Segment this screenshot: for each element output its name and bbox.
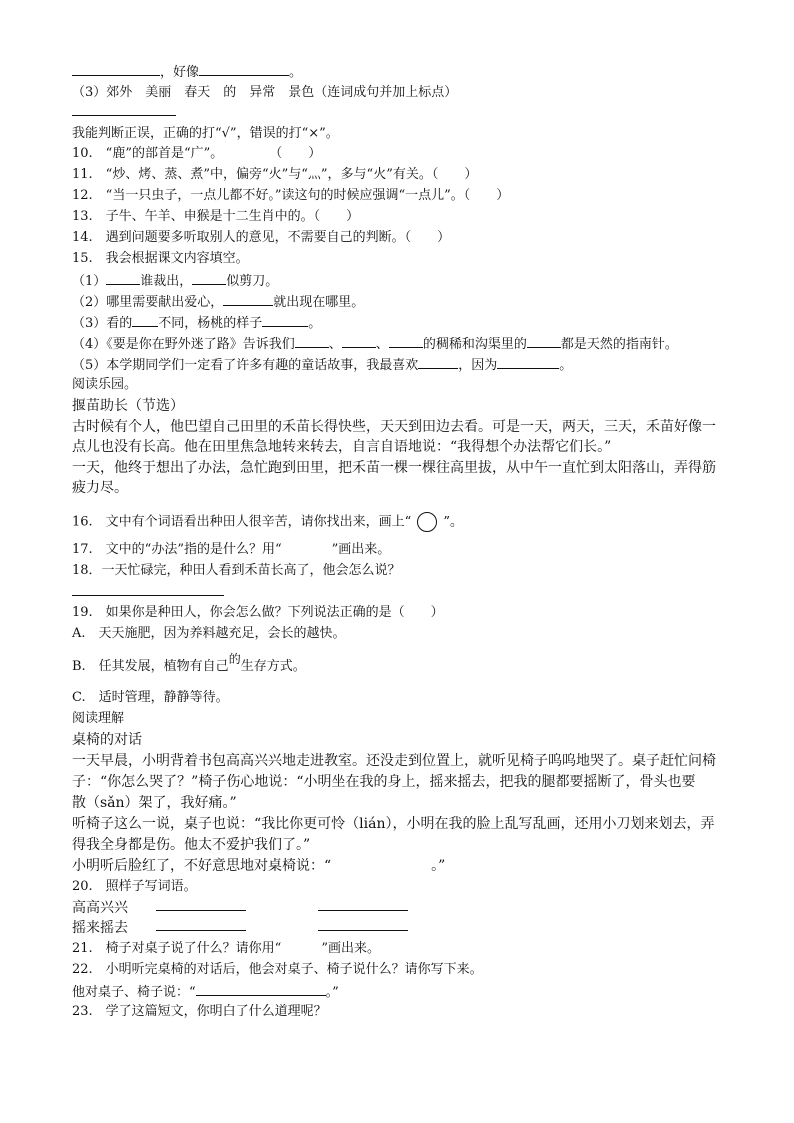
- question-15-1: （1） 谁裁出， 似剪刀。: [72, 271, 278, 291]
- passage-line: 小明听后脸红了，不好意思地对桌椅说：“ 。”: [72, 858, 446, 874]
- answer-blank[interactable]: [527, 334, 561, 348]
- answer-blank[interactable]: [318, 930, 408, 931]
- answer-line[interactable]: [72, 582, 224, 602]
- passage-line: 一天，他终于想出了办法，急忙跑到田里，把禾苗一棵一棵往高里拔，从中午一直忙到太阳落山，弄得筋: [72, 460, 716, 476]
- answer-blank[interactable]: [223, 292, 273, 306]
- option-b[interactable]: B. 任其发展，植物有自己的生存方式。: [72, 652, 306, 674]
- question-22-answer: 他对桌子、椅子说：“ 。”: [72, 982, 339, 1002]
- question-15-2: （2）哪里需要献出爱心， 就出现在哪里。: [72, 292, 364, 312]
- answer-blank[interactable]: [318, 910, 408, 911]
- question-3: （3）郊外 美丽 春天 的 异常 景色（连词成句并加上标点）: [72, 85, 458, 100]
- passage-line: 散（sǎn）架了，我好痛。”: [72, 795, 237, 811]
- answer-blank[interactable]: [497, 355, 559, 369]
- passage-title-2: 桌椅的对话: [72, 732, 142, 748]
- question-15-title: 15. 我会根据课文内容填空。: [72, 251, 249, 266]
- passage-line: 古时候有个人，他巴望自己田里的禾苗长得快些，天天到田边去看。可是一天，两天，三天，禾苗好像一: [72, 419, 716, 435]
- answer-blank[interactable]: [199, 62, 289, 76]
- answer-blank[interactable]: [389, 334, 423, 348]
- passage-title-1: 揠苗助长（节选）: [72, 398, 184, 414]
- question-15-3: （3）看的 不同，杨桃的样子 。: [72, 313, 321, 333]
- question-10: 10. “鹿”的部首是“广”。 （ ）: [72, 146, 322, 161]
- answer-blank[interactable]: [295, 334, 329, 348]
- question-18: 18．一天忙碌完，种田人看到禾苗长高了，他会怎么说？: [72, 563, 401, 578]
- circle-mark-icon: [417, 512, 437, 532]
- passage-line: 子：“你怎么哭了？”椅子伤心地说：“小明坐在我的身上，摇来摇去，把我的腿都要摇断了，骨头也要: [72, 774, 696, 790]
- question-20: 20. 照样子写词语。: [72, 879, 197, 894]
- question-17: 17. 文中的“办法”指的是什么？用“ ”画出来。: [72, 542, 391, 557]
- option-a[interactable]: A. 天天施肥，因为养料越充足，会长的越快。: [72, 626, 346, 641]
- question-15-4: （4）《要是你在野外迷了路》告诉我们 、 、 的稠稀和沟渠里的 都是天然的指南针。: [72, 334, 678, 354]
- answer-blank[interactable]: [132, 313, 158, 327]
- question-12: 12. “当一只虫子，一点儿都不好。”读这句的时候应强调“一点儿”。（ ）: [72, 188, 510, 203]
- question-19: 19. 如果你是种田人，你会怎么做？下列说法正确的是（ ）: [72, 605, 444, 620]
- question-14: 14. 遇到问题要多听取别人的意见，不需要自己的判断。（ ）: [72, 230, 451, 245]
- answer-blank[interactable]: [342, 334, 376, 348]
- passage-line: 疲力尽。: [72, 480, 128, 496]
- question-21: 21. 椅子对桌子说了什么？请你用“ ”画出来。: [72, 941, 380, 956]
- answer-blank[interactable]: [196, 982, 326, 996]
- answer-line[interactable]: [72, 102, 176, 122]
- question-22: 22. 小明听完桌椅的对话后，他会对桌子、椅子说什么？请你写下来。: [72, 962, 483, 977]
- passage-line: 得我全身都是伤。他太不爱护我们了。”: [72, 837, 311, 853]
- passage-line: 听椅子这么一说，桌子也说：“我比你更可怜（lián），小明在我的脸上乱写乱画，还用小刀划来划去，弄: [72, 816, 715, 832]
- answer-blank[interactable]: [156, 910, 246, 911]
- answer-blank[interactable]: [106, 271, 140, 285]
- section-reading-1: 阅读乐园。: [72, 377, 138, 392]
- word-sample-1: 高高兴兴: [72, 900, 128, 916]
- question-15-5: （5）本学期同学们一定看了许多有趣的童话故事，我最喜欢 ，因为 。: [72, 355, 572, 375]
- q-top-line: ，好像 。: [72, 62, 302, 82]
- answer-blank[interactable]: [192, 271, 226, 285]
- question-16: 16. 文中有个词语看出种田人很辛苦，请你找出来，画上“ ”。: [72, 512, 463, 532]
- answer-blank[interactable]: [262, 313, 308, 327]
- question-11: 11. “炒、烤、蒸、煮”中，偏旁“火”与“灬”，多与“火”有关。（ ）: [72, 167, 478, 182]
- answer-blank[interactable]: [72, 62, 160, 76]
- section-reading-2: 阅读理解: [72, 711, 125, 726]
- word-sample-2: 摇来摇去: [72, 920, 128, 936]
- answer-blank[interactable]: [156, 930, 246, 931]
- answer-paren[interactable]: （ ）: [269, 146, 322, 161]
- passage-line: 一天早晨，小明背着书包高高兴兴地走进教室。还没走到位置上，就听见椅子呜呜地哭了。桌子赶忙问椅: [72, 753, 716, 769]
- question-23: 23. 学了这篇短文，你明白了什么道理呢？: [72, 1004, 327, 1019]
- answer-blank[interactable]: [418, 355, 458, 369]
- passage-line: 点儿也没有长高。他在田里焦急地转来转去，自言自语地说：“我得想个办法帮它们长。”: [72, 439, 612, 455]
- option-c[interactable]: C. 适时管理，静静等待。: [72, 690, 229, 705]
- question-13: 13. 子牛、午羊、申猴是十二生肖中的。（ ）: [72, 209, 360, 224]
- judge-instructions: 我能判断正误，正确的打“√”，错误的打“×”。: [72, 126, 339, 141]
